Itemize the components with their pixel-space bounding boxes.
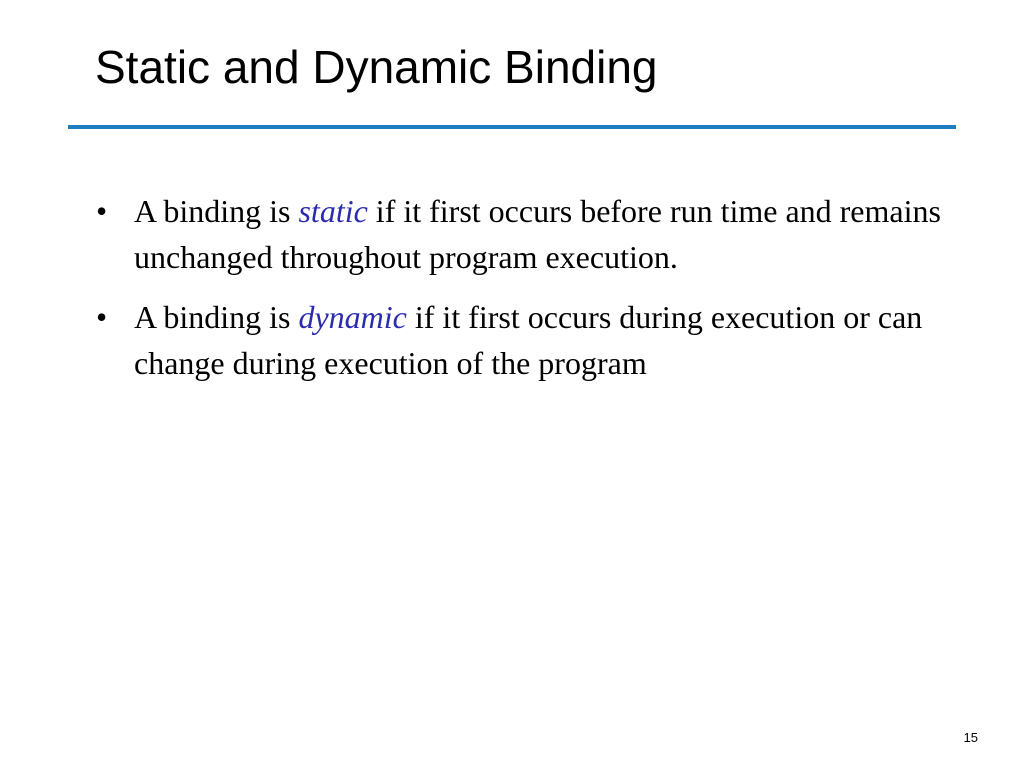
emphasized-term-dynamic: dynamic — [298, 299, 407, 335]
bullet-list — [96, 188, 976, 400]
bullet-text-before: A binding is — [134, 299, 299, 335]
bullet-marker: • — [96, 193, 108, 229]
bullet-text-after: if it first occurs during execution or can change during execution of the program — [134, 299, 923, 381]
bullet-item-dynamic — [96, 294, 976, 386]
emphasized-term-static: static — [298, 193, 368, 229]
slide-title: Static and Dynamic Binding — [95, 41, 658, 93]
title-divider — [68, 125, 956, 129]
bullet-marker: • — [96, 299, 108, 335]
bullet-item-static — [96, 188, 976, 280]
page-number: 15 — [963, 730, 978, 745]
bullet-text-after: if it first occurs before run time and remains unchanged throughout program execution. — [134, 193, 941, 275]
bullet-text-before: A binding is — [134, 193, 299, 229]
